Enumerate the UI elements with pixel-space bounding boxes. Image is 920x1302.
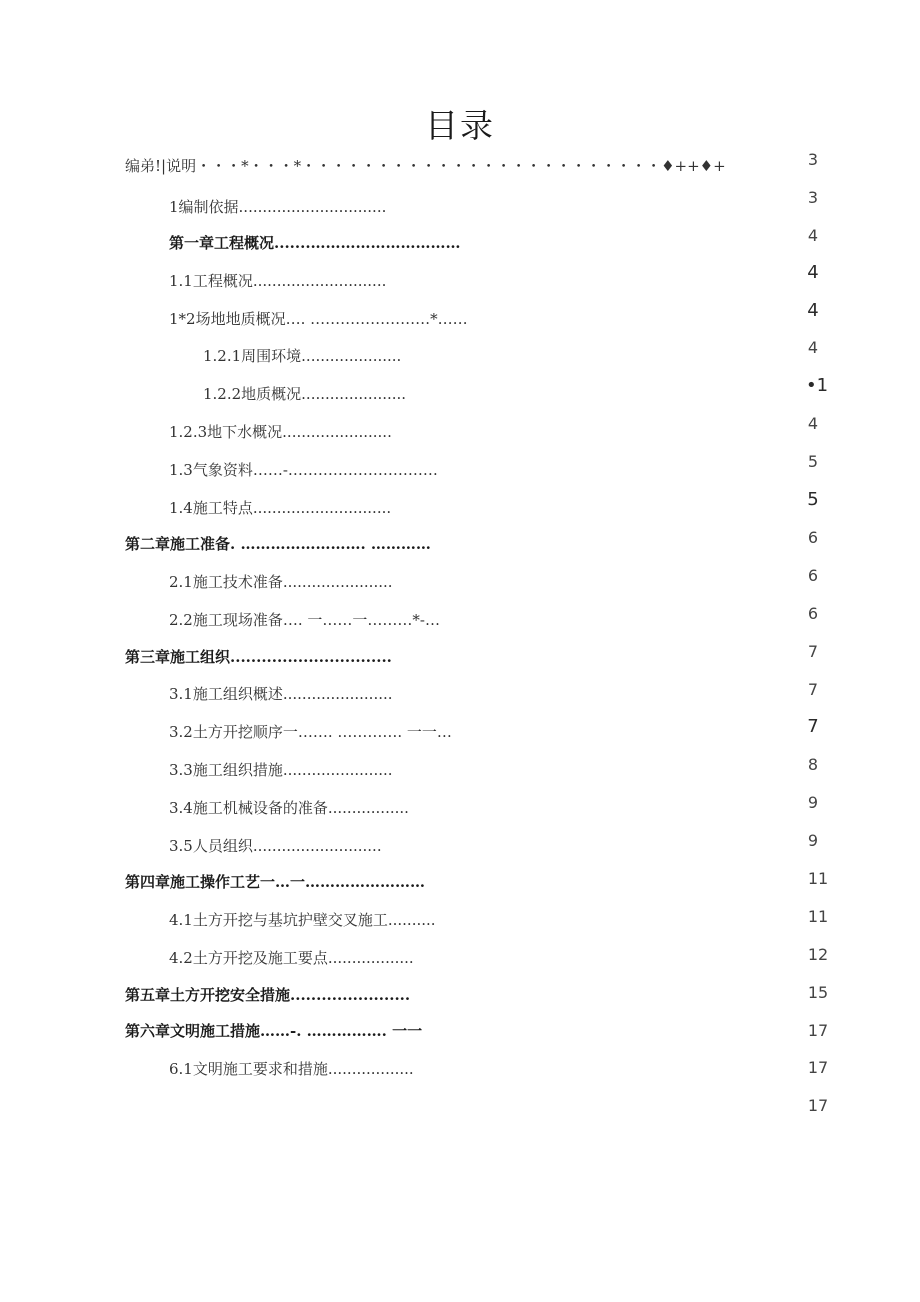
toc-entry-chapter-1[interactable]: 第一章工程概况.......………………………… [169, 234, 461, 252]
toc-entry-1-3[interactable]: 1.3气象资料……-………………………… [169, 461, 438, 479]
toc-entry-4-2[interactable]: 4.2土方开挖及施工要点.................. [169, 949, 414, 967]
toc-entry-6-1[interactable]: 6.1文明施工要求和措施.................. [169, 1060, 414, 1078]
toc-page-number: 3 [807, 150, 819, 169]
toc-page-number: 4 [807, 414, 819, 433]
toc-page-number-trailing: 17 [807, 1096, 829, 1115]
toc-entry-1-2-3[interactable]: 1.2.3地下水概况....................... [169, 423, 392, 441]
toc-entry-4-1[interactable]: 4.1土方开挖与基坑护壁交叉施工.......... [169, 911, 436, 929]
toc-page-number: 8 [807, 755, 819, 774]
toc-page-number: 9 [807, 793, 819, 812]
toc-page-number: 17 [807, 1058, 829, 1077]
toc-page-number: 4 [807, 300, 819, 321]
toc-page-number: 6 [807, 566, 819, 585]
toc-page-number: 4 [807, 262, 819, 283]
toc-entry-3-2[interactable]: 3.2土方开挖顺序一……. …………. 一一… [169, 723, 452, 741]
toc-page-number: 5 [807, 452, 819, 471]
toc-page-number: 7 [807, 716, 819, 737]
toc-page-number: 17 [807, 1021, 829, 1040]
toc-entry-1-2-2[interactable]: 1.2.2地质概况...................... [203, 385, 407, 403]
toc-entry-1-2[interactable]: 1*2场地地质概况…. ……………………*…… [169, 310, 468, 328]
toc-entry-chapter-3[interactable]: 第三章施工组织............................... [125, 648, 392, 666]
toc-entry-preface[interactable]: 编弟!|说明・・・*・・・*・・・・・・・・・・・・・・・・・・・・・・・・♦++♦+ [125, 157, 726, 175]
toc-page-number: 6 [807, 528, 819, 547]
toc-entry-3-1[interactable]: 3.1施工组织概述....................... [169, 685, 393, 703]
toc-page-number: 5 [807, 489, 819, 510]
toc-page-number: 9 [807, 831, 819, 850]
toc-page-number: 4 [807, 226, 819, 245]
toc-entry-1-2-1[interactable]: 1.2.1周围环境..................... [203, 347, 402, 365]
toc-entry-3-5[interactable]: 3.5人员组织........................... [169, 837, 382, 855]
toc-page-number: 3 [807, 188, 819, 207]
toc-page-number: 7 [807, 680, 819, 699]
toc-entry-chapter-2[interactable]: 第二章施工准备. ……………………. ………… [125, 535, 431, 553]
toc-page-number: 15 [807, 983, 829, 1002]
toc-page-number: 6 [807, 604, 819, 623]
toc-page-number: •1 [805, 375, 829, 396]
toc-page-number: 7 [807, 642, 819, 661]
toc-entry-basis[interactable]: 1编制依据............................... [169, 198, 387, 216]
toc-entry-chapter-5[interactable]: 第五章土方开挖安全措施....................... [125, 986, 411, 1004]
toc-entry-2-1[interactable]: 2.1施工技术准备....................... [169, 573, 393, 591]
page-title: 目录 [425, 106, 495, 145]
toc-entry-1-1[interactable]: 1.1工程概况............................ [169, 272, 387, 290]
toc-page-number: 4 [807, 338, 819, 357]
toc-entry-2-2[interactable]: 2.2施工现场准备…. 一……一………*-… [169, 611, 440, 629]
toc-entry-3-4[interactable]: 3.4施工机械设备的准备................. [169, 799, 409, 817]
toc-entry-chapter-6[interactable]: 第六章文明施工措施……-. ……………. 一一 [125, 1022, 423, 1040]
toc-entry-3-3[interactable]: 3.3施工组织措施....................... [169, 761, 393, 779]
toc-page-number: 11 [807, 907, 829, 926]
toc-page-number: 12 [807, 945, 829, 964]
toc-page-number: 11 [807, 869, 829, 888]
toc-entry-1-4[interactable]: 1.4施工特点............................. [169, 499, 392, 517]
toc-entry-chapter-4[interactable]: 第四章施工操作工艺一…一…………………… [125, 873, 426, 891]
